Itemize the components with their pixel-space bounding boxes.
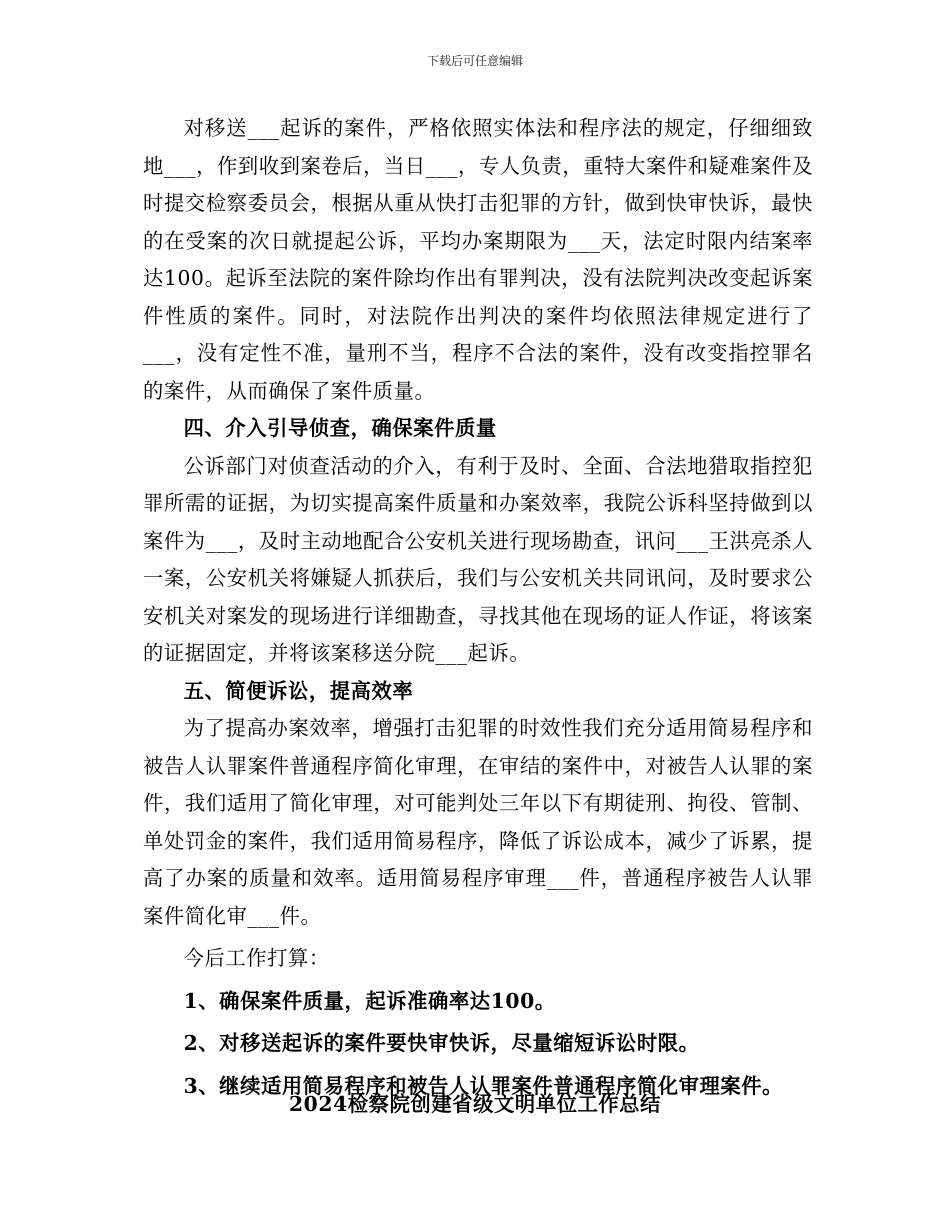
plan-item-1: 1、确保案件质量，起诉准确率达100。 (183, 988, 556, 1013)
paragraph-efficiency: 为了提高办案效率，增强打击犯罪的时效性我们充分适用简易程序和被告人认罪案件普通程序简化审理，在审结的案件中，对被告人认罪的案件，我们适用了简化审理，对可能判处三年以下有期徒刑、拘役、管制、单处罚金的案件，我们适用简易程序，降低了诉讼成本，减少了诉累，提高了办案的质量和效率。适用简易程序审理___件，普通程序被告人认罪案件简化审___件。 (143, 716, 813, 928)
plan-item-3: 3、继续适用简易程序和被告人认罪案件普通程序简化审理案件。 (183, 1073, 783, 1098)
document-body (143, 110, 813, 1110)
next-document-title: 2024检察院创建省级文明单位工作总结 (288, 1092, 662, 1116)
section-heading-4: 四、介入引导侦查，确保案件质量 (183, 416, 497, 440)
paragraph-investigation: 公诉部门对侦查活动的介入，有利于及时、全面、合法地猎取指控犯罪所需的证据，为切实提高案件质量和办案效率，我院公诉科坚持做到以案件为___，及时主动地配合公安机关进行现场勘查，讯问___王洪亮杀人一案，公安机关将嫌疑人抓获后，我们与公安机关共同讯问，及时要求公安机关对案发的现场进行详细勘查，寻找其他在现场的证人作证，将该案的证据固定，并将该案移送分院___起诉。 (143, 453, 814, 665)
future-plan-label: 今后工作打算： (183, 946, 330, 970)
page-header-note: 下载后可任意编辑 (426, 54, 523, 68)
plan-item-2: 2、对移送起诉的案件要快审快诉，尽量缩短诉讼时限。 (183, 1031, 700, 1055)
paragraph-case-review: 对移送___起诉的案件，严格依照实体法和程序法的规定，仔细细致地___，作到收到案卷后，当日___，专人负责，重特大案件和疑难案件及时提交检察委员会，根据从重从快打击犯罪的方针，做到快审快诉，最快的在受案的次日就提起公诉，平均办案期限为___天，法定时限内结案率达100。起诉至法院的案件除均作出有罪判决，没有法院判决改变起诉案件性质的案件。同时，对法院作出判决的案件均依照法律规定进行了___，没有定性不准，量刑不当，程序不合法的案件，没有改变指控罪名的案件，从而确保了案件质量。 (143, 116, 814, 403)
section-heading-5: 五、简便诉讼，提高效率 (183, 678, 414, 703)
